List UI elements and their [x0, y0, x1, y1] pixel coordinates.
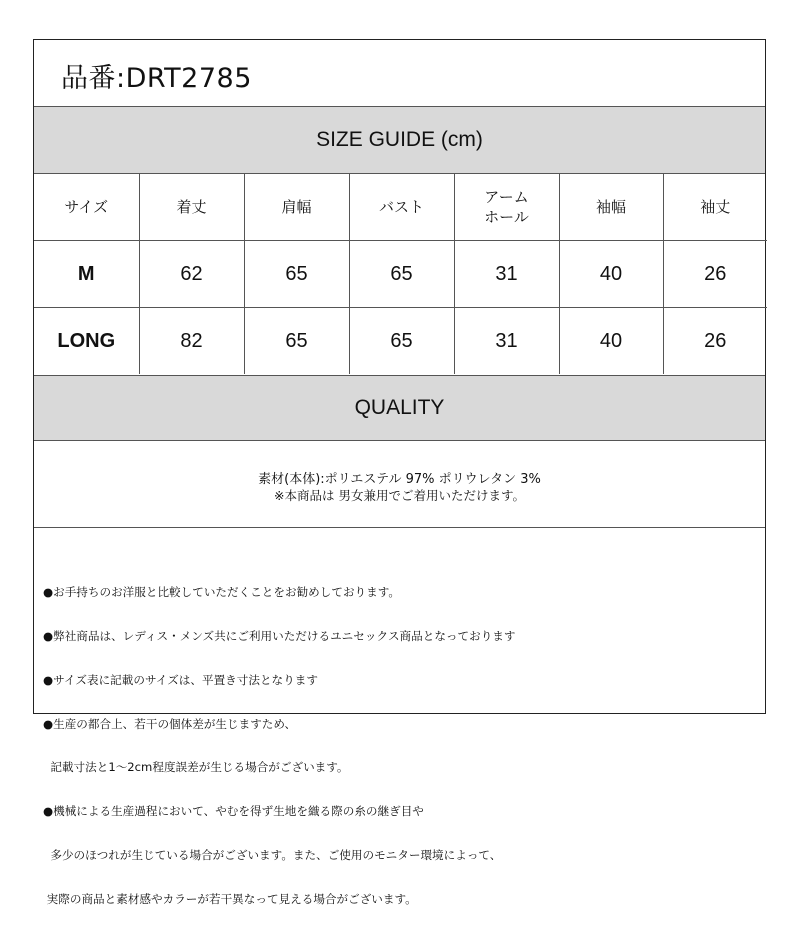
unisex-note: ※本商品は 男女兼用でご着用いただけます。 — [274, 488, 525, 503]
note-line: 実際の商品と素材感やカラーが若干異なって見える場合がございます。 — [43, 891, 417, 906]
size-label: LONG — [34, 308, 139, 375]
quality-heading: QUALITY — [34, 375, 765, 441]
size-chart-sheet — [33, 39, 766, 906]
table-cell: 40 — [559, 241, 663, 308]
table-cell: 26 — [704, 329, 727, 352]
table-cell: 65 — [349, 308, 454, 375]
size-table-header-row — [34, 174, 767, 241]
size-table — [34, 174, 767, 374]
table-cell: 31 — [454, 241, 559, 308]
note-line: ●生産の都合上、若干の個体差が生じますため、 — [43, 716, 297, 731]
table-cell: 82 — [139, 308, 244, 375]
table-cell: 40 — [559, 308, 663, 375]
notes-list — [43, 556, 758, 935]
table-cell: 62 — [139, 241, 244, 308]
column-header-shoulder: 肩幅 — [244, 174, 349, 241]
material-composition: 素材(本体):ポリエステル 97% ポリウレタン 3% — [258, 472, 541, 487]
size-guide-heading: SIZE GUIDE (cm) — [34, 107, 765, 174]
note-line: ●お手持ちのお洋服と比較していただくことをお勧めしております。 — [43, 585, 401, 600]
note-line: ●機械による生産過程において、やむを得ず生地を織る際の糸の継ぎ目や — [43, 804, 424, 819]
quality-section — [34, 441, 765, 528]
table-cell: 65 — [244, 308, 349, 375]
size-label: M — [34, 241, 139, 308]
table-row — [34, 241, 767, 308]
product-number: 品番:DRT2785 — [61, 63, 252, 94]
column-header-length: 着丈 — [139, 174, 244, 241]
note-line: ●弊社商品は、レディス・メンズ共にご利用いただけるユニセックス商品となっております — [43, 628, 516, 643]
table-cell: 65 — [349, 241, 454, 308]
column-header-sleeve-width: 袖幅 — [559, 174, 663, 241]
column-header-armhole: アーム ホール — [454, 174, 559, 241]
note-line: 記載寸法と1～2cm程度誤差が生じる場合がございます。 — [43, 760, 349, 775]
table-row — [34, 308, 767, 375]
table-cell: 26 — [663, 241, 767, 308]
note-line: ●サイズ表に記載のサイズは、平置き寸法となります — [43, 672, 318, 687]
table-cell: 31 — [454, 308, 559, 375]
note-line: 多少のほつれが生じている場合がございます。また、ご使用のモニター環境によって、 — [43, 847, 502, 862]
table-cell: 65 — [244, 241, 349, 308]
column-header-sleeve-length: 袖丈 — [663, 174, 767, 241]
column-header-size: サイズ — [34, 174, 139, 241]
column-header-bust: バスト — [349, 174, 454, 241]
product-number-row — [34, 40, 765, 107]
